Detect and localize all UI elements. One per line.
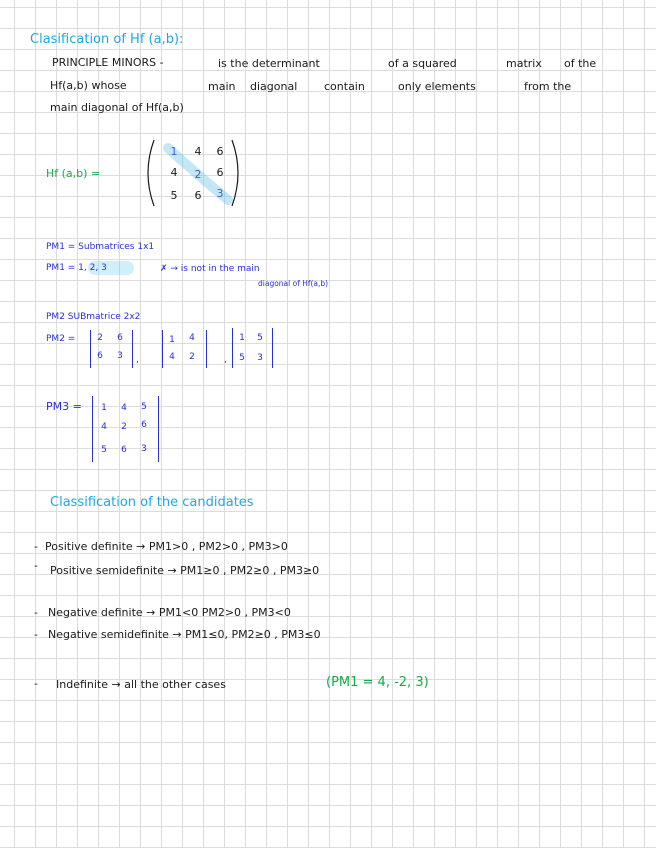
determinant-bar xyxy=(92,396,93,462)
definition-text: main diagonal of Hf(a,b) xyxy=(50,101,184,114)
definition-text: diagonal xyxy=(250,80,298,93)
determinant-bar xyxy=(158,396,159,462)
pm3-label: PM3 = xyxy=(46,400,82,413)
matrix-cell: 1 xyxy=(169,335,175,345)
matrix-cell: 3 xyxy=(257,353,263,363)
matrix-cell: 2 xyxy=(189,352,195,362)
matrix-cell: 6 xyxy=(121,445,127,455)
bullet-dash: - xyxy=(34,559,38,572)
classification-text: Positive definite → PM1>0 , PM2>0 , PM3>0 xyxy=(45,540,288,553)
matrix-cell: 5 xyxy=(141,402,147,412)
determinant-bar xyxy=(206,330,207,368)
matrix-cell: 2 xyxy=(121,422,127,432)
separator: , xyxy=(224,355,227,365)
matrix-cell: 4 xyxy=(169,352,175,362)
matrix-cell: 3 xyxy=(141,444,147,454)
classification-heading: Classification of the candidates xyxy=(50,495,254,510)
matrix-cell: 6 xyxy=(216,145,224,158)
matrix-cell: 5 xyxy=(257,333,263,343)
matrix-cell: 1 xyxy=(239,333,245,343)
definition-text: from the xyxy=(524,80,572,93)
matrix-cell: 1 xyxy=(170,145,178,158)
pm1-note: diagonal of Hf(a,b) xyxy=(258,279,329,288)
matrix-cell: 1 xyxy=(101,403,107,413)
definition-term: PRINCIPLE MINORS - xyxy=(52,56,164,69)
pm2-heading: PM2 SUBmatrice 2x2 xyxy=(46,312,141,322)
matrix-cell: 6 xyxy=(194,189,202,202)
bullet-dash: - xyxy=(34,677,38,690)
matrix-cell: 6 xyxy=(216,166,224,179)
matrix-cell: 6 xyxy=(141,420,147,430)
pm2-label: PM2 = xyxy=(46,334,76,344)
matrix-cell: 5 xyxy=(239,353,245,363)
matrix-cell: 4 xyxy=(121,403,127,413)
pm1-heading: PM1 = Submatrices 1x1 xyxy=(46,242,155,252)
definition-text: main xyxy=(208,80,236,93)
matrix-cell: 5 xyxy=(101,445,107,455)
matrix-cell: 6 xyxy=(97,351,103,361)
determinant-bar xyxy=(132,330,133,368)
matrix-cell: 4 xyxy=(170,166,178,179)
separator: , xyxy=(136,355,139,365)
definition-text: contain xyxy=(324,80,365,93)
diagonal-highlight xyxy=(162,140,236,210)
bullet-dash: - xyxy=(34,540,38,553)
hessian-label: Hf (a,b) = xyxy=(46,167,101,180)
definition-text: is the determinant xyxy=(218,57,320,70)
bullet-dash: - xyxy=(34,606,38,619)
bullet-dash: - xyxy=(34,628,38,641)
matrix-cell: 2 xyxy=(97,333,103,343)
definition-text: Hf(a,b) whose xyxy=(50,79,127,92)
matrix-cell: 2 xyxy=(194,168,202,181)
matrix-cell: 6 xyxy=(117,333,123,343)
matrix-cell: 3 xyxy=(117,351,123,361)
classification-text: Negative semidefinite → PM1≤0, PM2≥0 , PM3≤0 xyxy=(48,628,321,641)
classification-text: Negative definite → PM1<0 PM2>0 , PM3<0 xyxy=(48,606,291,619)
matrix-cell: 4 xyxy=(189,333,195,343)
matrix-cell: 3 xyxy=(216,187,224,200)
pm1-values: PM1 = 1, 2, 3 xyxy=(46,263,107,273)
matrix-cell: 5 xyxy=(170,189,178,202)
matrix-cell: 4 xyxy=(101,422,107,432)
definition-text: matrix xyxy=(506,57,542,70)
definition-text: only elements xyxy=(398,80,476,93)
matrix-cell: 4 xyxy=(194,145,202,158)
definition-text: of the xyxy=(564,57,597,70)
classification-text: Positive semidefinite → PM1≥0 , PM2≥0 , PM3≥0 xyxy=(50,564,320,577)
classification-text: Indefinite → all the other cases xyxy=(56,678,226,691)
indefinite-example: (PM1 = 4, -2, 3) xyxy=(326,675,429,690)
pm1-note: ✗ → is not in the main xyxy=(160,264,260,274)
definition-text: of a squared xyxy=(388,57,457,70)
page-title: Clasification of Hf (a,b): xyxy=(30,32,184,47)
determinant-bar xyxy=(272,328,273,368)
